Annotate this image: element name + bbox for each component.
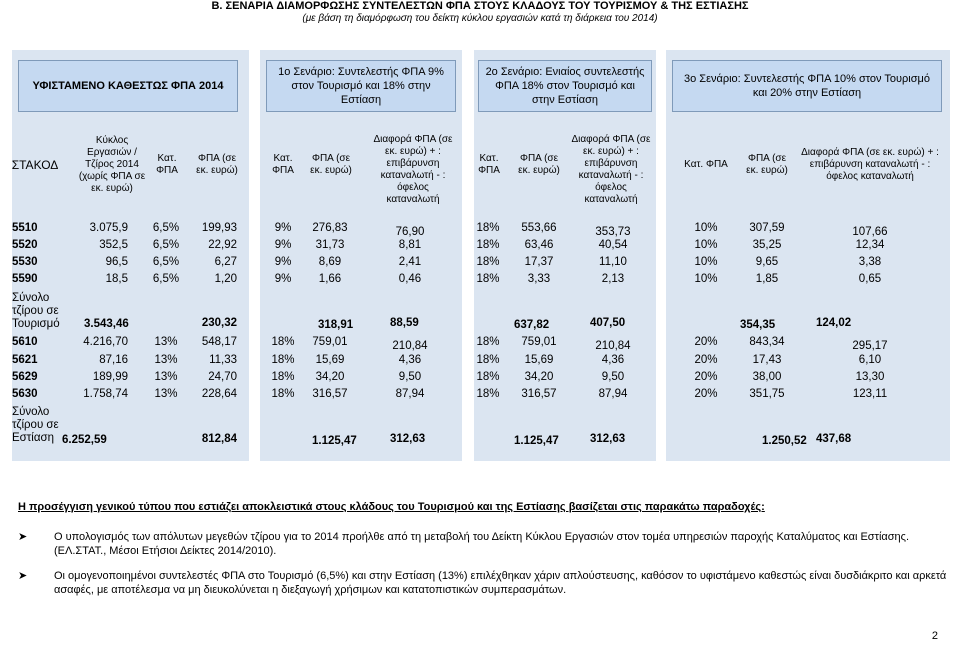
table-row-tourism-d3: 3,38 xyxy=(858,256,882,268)
table-row-tourism-turnover: 352,5 xyxy=(99,239,128,251)
table-row-food-vat: 24,70 xyxy=(208,371,237,383)
col-cat-current: Κατ. ΦΠΑ xyxy=(156,153,178,176)
table-row-tourism-v3: 35,25 xyxy=(752,239,782,251)
table-row-food-cat: 13% xyxy=(154,388,178,400)
table-row-tourism-v2: 3,33 xyxy=(527,273,551,285)
table-row-tourism-v3: 9,65 xyxy=(755,256,779,268)
table-row-food-cat: 13% xyxy=(154,371,178,383)
table-row-food-c1: 18% xyxy=(271,336,295,348)
table-row-food-c2: 18% xyxy=(476,388,500,400)
table-row-tourism-cat: 6,5% xyxy=(152,222,180,234)
table-row-tourism-turnover: 96,5 xyxy=(105,256,128,268)
table-row-food-d3: 295,17 xyxy=(852,340,888,352)
total-food-d2: 312,63 xyxy=(590,433,626,445)
table-row-food-c3: 20% xyxy=(694,354,718,366)
table-row-tourism-code: 5530 xyxy=(12,256,38,268)
table-row-food-v1: 759,01 xyxy=(312,336,348,348)
table-row-tourism-code: 5510 xyxy=(12,222,38,234)
table-row-tourism-c3: 10% xyxy=(694,222,718,234)
header-scenario-3: 3ο Σενάριο: Συντελεστής ΦΠΑ 10% στον Τουρισμό και 20% στην Εστίαση xyxy=(672,60,942,112)
table-row-food-v1: 34,20 xyxy=(315,371,345,383)
arrow-bullet-icon: ➤ xyxy=(18,570,28,582)
table-row-tourism-d1: 0,46 xyxy=(398,273,422,285)
table-row-tourism-cat: 6,5% xyxy=(152,273,180,285)
table-row-tourism-vat: 1,20 xyxy=(214,273,237,285)
table-row-tourism-vat: 199,93 xyxy=(201,222,237,234)
table-row-tourism-d1: 2,41 xyxy=(398,256,422,268)
table-row-food-code: 5630 xyxy=(12,388,38,400)
table-row-food-d1: 9,50 xyxy=(398,371,422,383)
table-row-food-c1: 18% xyxy=(271,388,295,400)
table-row-tourism-c3: 10% xyxy=(694,273,718,285)
table-row-tourism-code: 5590 xyxy=(12,273,38,285)
col-diff-s1: Διαφορά ΦΠΑ (σε εκ. ευρώ) + : επιβάρυνση καταναλωτή - : όφελος καταναλωτή xyxy=(373,134,453,205)
table-row-tourism-turnover: 18,5 xyxy=(105,273,128,285)
total-tourism-d1: 88,59 xyxy=(390,317,419,329)
table-row-tourism-d2: 40,54 xyxy=(598,239,628,251)
table-row-food-code: 5629 xyxy=(12,371,38,383)
table-row-food-vat: 11,33 xyxy=(209,354,237,366)
table-row-tourism-v1: 276,83 xyxy=(312,222,348,234)
col-cat-s1: Κατ. ΦΠΑ xyxy=(272,153,294,176)
header-current: ΥΦΙΣΤΑΜΕΝΟ ΚΑΘΕΣΤΩΣ ΦΠΑ 2014 xyxy=(18,60,238,112)
table-row-tourism-c1: 9% xyxy=(274,256,292,268)
col-vat-s1: ΦΠΑ (σε εκ. ευρώ) xyxy=(310,153,352,176)
total-tourism-v2: 637,82 xyxy=(514,319,550,331)
table-row-food-v2: 316,57 xyxy=(521,388,557,400)
table-row-food-c2: 18% xyxy=(476,354,500,366)
table-row-food-c3: 20% xyxy=(694,371,718,383)
table-row-tourism-c2: 18% xyxy=(476,239,500,251)
table-row-tourism-code: 5520 xyxy=(12,239,38,251)
total-food-d1: 312,63 xyxy=(390,433,426,445)
table-row-food-cat: 13% xyxy=(154,354,178,366)
table-row-food-c1: 18% xyxy=(271,371,295,383)
notes-heading: Η προσέγγιση γενικού τύπου που εστιάζει αποκλειστικά στους κλάδους του Τουρισμού και της Εστίασης βασίζεται στις παρακάτω παραδοχές: xyxy=(18,501,765,513)
table-row-tourism-cat: 6,5% xyxy=(152,256,180,268)
header-scenario-1: 1ο Σενάριο: Συντελεστής ΦΠΑ 9% στον Τουρισμό και 18% στην Εστίαση xyxy=(266,60,456,112)
table-row-tourism-d3: 107,66 xyxy=(852,226,888,238)
table-row-food-code: 5621 xyxy=(12,354,38,366)
table-row-tourism-v2: 63,46 xyxy=(524,239,554,251)
table-row-tourism-v2: 553,66 xyxy=(521,222,557,234)
table-row-food-d3: 6,10 xyxy=(858,354,882,366)
table-row-tourism-v3: 307,59 xyxy=(749,222,785,234)
table-row-food-v2: 34,20 xyxy=(524,371,554,383)
table-row-tourism-c2: 18% xyxy=(476,256,500,268)
bullet-2: ➤ Οι ομογενοποιημένοι συντελεστές ΦΠΑ στο Τουρισμό (6,5%) και στην Εστίαση (13%) επιλέχθηκαν χάριν απλούστευσης, καθόσον το υφιστάμενο καθεστώς είναι δυσδιάκριτο και αρκετά ασαφές, με αποτέλεσμα να μη διευκολύνεται η διεξαγωγή χρήσιμων και κατατοπιστικών συμπερασμάτων. xyxy=(18,570,947,596)
bullet-1: ➤ Ο υπολογισμός των απόλυτων μεγεθών τζίρου για το 2014 προήλθε από τη μεταβολή του Δείκτη Κύκλου Εργασιών στον τομέα υπηρεσιών παροχής Καταλύματος και Εστίασης. (ΕΛ.ΣΤΑΤ., Μέσοι Ετήσιοι Δείκτες 2014/2010). xyxy=(18,531,910,557)
table-row-food-d2: 87,94 xyxy=(598,388,628,400)
table-row-tourism-v1: 1,66 xyxy=(318,273,342,285)
total-food-turnover: 6.252,59 xyxy=(62,434,107,446)
header-scenario-2: 2ο Σενάριο: Ενιαίος συντελεστής ΦΠΑ 18% στον Τουρισμό και στην Εστίαση xyxy=(478,60,652,112)
table-row-food-v3: 843,34 xyxy=(749,336,785,348)
table-row-food-d2: 9,50 xyxy=(601,371,625,383)
table-row-tourism-c1: 9% xyxy=(274,222,292,234)
table-row-food-v2: 15,69 xyxy=(524,354,554,366)
total-food-d3: 437,68 xyxy=(816,433,852,445)
col-stakod: ΣΤΑΚΟΔ xyxy=(11,158,59,172)
col-vat-s3: ΦΠΑ (σε εκ. ευρώ) xyxy=(746,153,788,176)
page-title: B. ΣΕΝΑΡΙΑ ΔΙΑΜΟΡΦΩΣΗΣ ΣΥΝΤΕΛΕΣΤΩΝ ΦΠΑ ΣΤΟΥΣ ΚΛΑΔΟΥΣ ΤΟΥ ΤΟΥΡΙΣΜΟΥ & ΤΗΣ ΕΣΤΙΑΣΗΣ xyxy=(211,0,749,12)
col-diff-s3: Διαφορά ΦΠΑ (σε εκ. ευρώ) + : επιβάρυνση καταναλωτή - : όφελος καταναλωτή xyxy=(801,147,939,182)
table-row-tourism-cat: 6,5% xyxy=(152,239,180,251)
total-food-v1: 1.125,47 xyxy=(312,435,357,447)
table-row-food-vat: 228,64 xyxy=(201,388,237,400)
table-row-tourism-c2: 18% xyxy=(476,222,500,234)
table-row-food-c2: 18% xyxy=(476,336,500,348)
table-row-tourism-d1: 76,90 xyxy=(395,226,425,238)
table-row-food-d3: 123,11 xyxy=(852,388,888,400)
page-number: 2 xyxy=(931,630,938,642)
table-row-tourism-c3: 10% xyxy=(694,239,718,251)
table-row-food-d2: 4,36 xyxy=(601,354,625,366)
total-tourism-vat: 230,32 xyxy=(201,317,237,329)
table-row-tourism-v1: 8,69 xyxy=(318,256,342,268)
table-row-food-v3: 38,00 xyxy=(752,371,782,383)
table-row-tourism-c1: 9% xyxy=(274,273,292,285)
table-row-food-d1: 87,94 xyxy=(395,388,425,400)
total-tourism-d3: 124,02 xyxy=(816,317,852,329)
col-diff-s2: Διαφορά ΦΠΑ (σε εκ. ευρώ) + : επιβάρυνση καταναλωτή - : όφελος καταναλωτή xyxy=(571,134,651,205)
total-food-label: Σύνολο τζίρου σε Εστίαση xyxy=(12,406,59,444)
table-row-food-code: 5610 xyxy=(12,336,38,348)
table-row-food-d3: 13,30 xyxy=(855,371,885,383)
table-row-food-turnover: 189,99 xyxy=(92,371,128,383)
col-turnover: Κύκλος Εργασιών / Τζίρος 2014 (χωρίς ΦΠΑ σε εκ. ευρώ) xyxy=(78,135,146,194)
total-tourism-v3: 354,35 xyxy=(740,319,776,331)
page-subtitle: (με βάση τη διαμόρφωση του δείκτη κύκλου εργασιών κατά τη διάρκεια του 2014) xyxy=(302,13,658,24)
table-row-food-cat: 13% xyxy=(154,336,178,348)
col-vat-s2: ΦΠΑ (σε εκ. ευρώ) xyxy=(518,153,560,176)
table-row-tourism-vat: 22,92 xyxy=(208,239,237,251)
total-tourism-v1: 318,91 xyxy=(318,319,354,331)
table-row-food-turnover: 87,16 xyxy=(99,354,128,366)
table-row-tourism-c2: 18% xyxy=(476,273,500,285)
table-row-tourism-d3: 12,34 xyxy=(855,239,885,251)
table-row-food-c2: 18% xyxy=(476,371,500,383)
table-row-food-v3: 17,43 xyxy=(752,354,782,366)
total-tourism-turnover: 3.543,46 xyxy=(84,318,129,330)
table-row-food-d1: 210,84 xyxy=(392,340,428,352)
table-row-tourism-v1: 31,73 xyxy=(315,239,345,251)
table-row-tourism-d2: 11,10 xyxy=(599,256,627,268)
table-row-food-vat: 548,17 xyxy=(201,336,237,348)
col-vat-current: ΦΠΑ (σε εκ. ευρώ) xyxy=(196,153,238,176)
col-cat-s2: Κατ. ΦΠΑ xyxy=(478,153,500,176)
total-tourism-label: Σύνολο τζίρου σε Τουρισμό xyxy=(12,292,60,330)
table-row-food-v1: 15,69 xyxy=(315,354,345,366)
total-tourism-d2: 407,50 xyxy=(590,317,626,329)
table-row-tourism-d2: 353,73 xyxy=(595,226,631,238)
table-row-tourism-c3: 10% xyxy=(694,256,718,268)
table-row-food-v3: 351,75 xyxy=(749,388,785,400)
table-row-food-turnover: 1.758,74 xyxy=(83,388,128,400)
table-row-tourism-d1: 8,81 xyxy=(398,239,422,251)
table-row-food-c3: 20% xyxy=(694,336,718,348)
table-row-food-c3: 20% xyxy=(694,388,718,400)
table-row-tourism-turnover: 3.075,9 xyxy=(89,222,128,234)
arrow-bullet-icon: ➤ xyxy=(18,531,28,543)
table-row-food-v2: 759,01 xyxy=(521,336,557,348)
table-row-food-turnover: 4.216,70 xyxy=(83,336,128,348)
table-row-food-v1: 316,57 xyxy=(312,388,348,400)
table-row-tourism-v3: 1,85 xyxy=(755,273,779,285)
total-food-v2: 1.125,47 xyxy=(514,435,559,447)
total-food-v3: 1.250,52 xyxy=(762,435,807,447)
table-row-tourism-vat: 6,27 xyxy=(214,256,237,268)
table-row-tourism-d3: 0,65 xyxy=(858,273,882,285)
total-food-vat: 812,84 xyxy=(201,433,237,445)
table-row-tourism-d2: 2,13 xyxy=(601,273,625,285)
table-row-food-d1: 4,36 xyxy=(398,354,422,366)
table-row-food-c1: 18% xyxy=(271,354,295,366)
table-row-tourism-c1: 9% xyxy=(274,239,292,251)
col-cat-s3: Κατ. ΦΠΑ xyxy=(684,159,728,170)
table-row-food-d2: 210,84 xyxy=(595,340,631,352)
table-row-tourism-v2: 17,37 xyxy=(524,256,554,268)
